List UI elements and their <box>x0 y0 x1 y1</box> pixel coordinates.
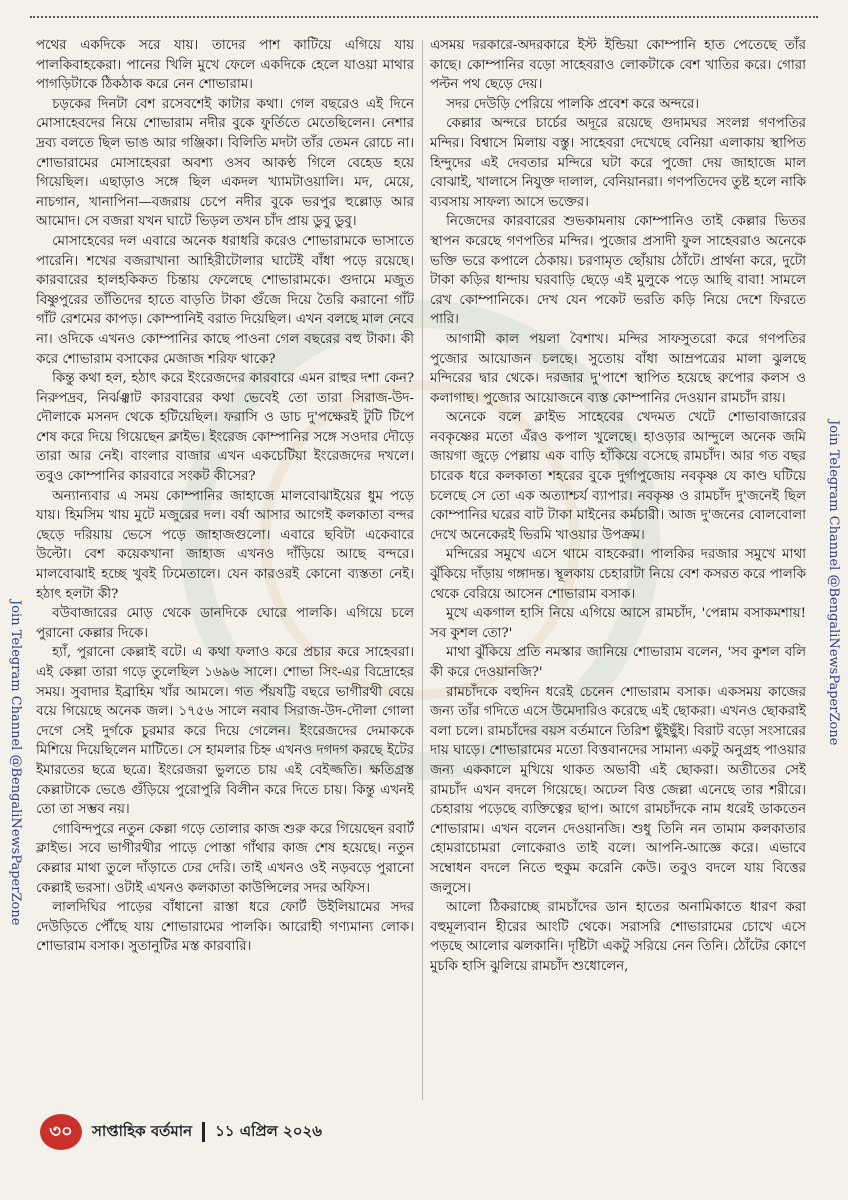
paragraph: লালদিঘির পাড়ের বাঁধানো রাস্তা ধরে ফোর্ট উইলিয়ামের সদর দেউড়িতে পৌঁছে যায় শোভারামের পালকি। আরোহী গণ্যমান্য লোক। শোভারাম বসাক। সুতানুটির মস্ত কারবারি। <box>36 900 414 955</box>
right-column <box>430 36 806 1116</box>
paragraph: মোসাহেবের দল এবারে অনেক ধরাধরি করেও শোভারামকে ভাসাতে পারেনি। শখের বজরাখানা আহিরীটোলার ঘাটেই বাঁধা পড়ে রয়েছে। কারবারের হালহকিকত চিন্তায় ফেলেছে শোভারামকে। গুদামে মজুত বিষ্ণুপুরের তাঁতিদের হাতে বাড়তি টাকা গুঁজে দিয়ে তৈরি করানো গাঁট গাঁট রেশমের কাপড়। কোম্পানিই বরাত দিয়েছিল। এখন বলছে মাল নেবে না। ওদিকে এখনও কোম্পানির কাছে পাওনা গেল বছরের বহু টাকা। কী করে শোভারাম বসাকের মেজাজ শরিফ থাকে? <box>36 233 414 367</box>
page-number-badge: ৩০ <box>40 1114 82 1150</box>
paragraph: আলো ঠিকরাচ্ছে রামচাঁদের ডান হাতের অনামিকাতে ধারণ করা বহুমূল্যবান হীরের আংটি থেকে। সরাসরি শোভারামের চোখে এসে পড়ছে আলোর ঝলকানি। দৃষ্টিটা একটু সরিয়ে নেন তিনি। ঠোঁটের কোণে মুচকি হাসি ঝুলিয়ে রামচাঁদ শুধোলেন, <box>430 900 806 974</box>
paragraph: গোবিন্দপুরে নতুন কেল্লা গড়ে তোলার কাজ শুরু করে গিয়েছেন রবার্ট ক্লাইভ। সবে ভাগীরথীর পাড়ে পোস্তা গাঁথার কাজ শেষ হয়েছে। নতুন কেল্লার মাথা তুলে দাঁড়াতে ঢের দেরি। তাই এখনও ওই নড়বড়ে পুরানো কেল্লাই ভরসা। ওটাই এখনও কলকাতা কাউন্সিলের সদর অফিস। <box>36 821 414 896</box>
paragraph: রামচাঁদকে বহুদিন ধরেই চেনেন শোভারাম বসাক। একসময় কাজের জন্য তাঁর গদিতে এসে উমেদারিও করেছে এই ছোকরা। এখনও ছোকরাই বলা চলে। রামচাঁদের বয়স বর্তমানে তিরিশ ছুঁইছুঁই। বিরাট বড়ো সংসারের দায় ঘাড়ে। শোভারামের মতো বিত্তবানদের সামান্য একটু অনুগ্রহ পাওয়ার জন্য এককালে মুখিয়ে থাকত অভাবী এই ছোকরা। অতীতের সেই রামচাঁদ এখন বদলে গিয়েছে। অঢেল বিত্ত জেল্লা এনেছে তার শরীরে। চেহারায় পড়েছে ব্যক্তিত্বের ছাপ। আগে রামচাঁদকে নাম ধরেই ডাকতেন শোভারাম। এখন বলেন দেওয়ানজি। শুধু তিনি নন তামাম কলকাতার হোমরাচোমরা লোকেরাও তাই বলে। আপনি-আজ্ঞে করে। এভাবে সম্বোধন বদলে নিতে হুকুম করেনি কেউ। তবুও বদলে যায় বিত্তের জলুসে। <box>430 684 806 896</box>
paragraph: এসময় দরকারে-অদরকারে ইস্ট ইন্ডিয়া কোম্পানি হাত পেতেছে তাঁর কাছে। কোম্পানির বড়ো সাহেবরাও লোকটাকে বেশ খাতির করে। গোরা পল্টন পথ ছেড়ে দেয়। <box>430 38 806 93</box>
footer-separator <box>202 1122 205 1142</box>
page-footer <box>40 1112 322 1152</box>
issue-date: ১১ এপ্রিল ২০২৬ <box>215 1121 323 1140</box>
column-divider <box>422 40 423 1100</box>
paragraph: মাথা ঝুঁকিয়ে প্রতি নমস্কার জানিয়ে শোভারাম বলেন, 'সব কুশল বলি কী করে দেওয়ানজি?' <box>430 645 806 680</box>
paragraph: কেল্লার অন্দরে চার্চের অদূরে রয়েছে গুদামঘর সংলগ্ন গণপতির মন্দির। বিশ্বাসে মিলায় বস্তু। সাহেবরা দেখেছে বেনিয়া এলাকায় স্থাপিত হিন্দুদের এই দেবতার মন্দিরে ঘটা করে পুজো দেয় জাহাজে মাল বোঝাই, খালাসে নিযুক্ত দালাল, বেনিয়ানরা। গণপতিদেব তুষ্ট হলে নাকি ব্যবসায় সাফল্য আসে ভক্তের। <box>430 116 806 210</box>
paragraph: কিন্তু কথা হল, হঠাৎ করে ইংরেজদের কারবারে এমন রাহুর দশা কেন? নিরুপদ্রব, নির্ঝঞ্ঝাট কারবারের কথা ভেবেই তো তারা সিরাজ-উদ-দৌলাকে মসনদ থেকে হটিয়েছিল। ফরাসি ও ডাচ দু'পক্ষেরই টুটি টিপে শেষ করে দিয়ে গিয়েছেন ক্লাইভ। ইংরেজ কোম্পানির সঙ্গে সওদার দৌড়ে তারা আর নেই। বাংলার বাজার এখন একচেটিয়া ইংরেজদের দখলে। তবুও কোম্পানির কারবারে সংকট কীসের? <box>36 371 414 485</box>
paragraph: বউবাজারের মোড় থেকে ডানদিকে ঘোরে পালকি। এগিয়ে চলে পুরানো কেল্লার দিকে। <box>36 606 414 641</box>
paragraph: নিজেদের কারবারের শুভকামনায় কোম্পানিও তাই কেল্লার ভিতর স্থাপন করেছে গণপতির মন্দির। পুজোর প্রসাদী ফুল সাহেবরাও অনেকে ভক্তি ভরে কপালে ঠেকায়। চরণামৃত ছোঁয়ায় ঠোঁটে। প্রার্থনা করে, দুটো টাকা কড়ির ধান্দায় ঘরবাড়ি ছেড়ে এই মুলুকে পড়ে আছি বাবা! সামলে রেখ কোম্পানিকে। দেখ যেন পকেট ভরতি কড়ি নিয়ে দেশে ফিরতে পারি। <box>430 214 806 328</box>
telegram-watermark-right: Join Telegram Channel @BengaliNewsPaperZone <box>826 420 841 746</box>
paragraph: সদর দেউড়ি পেরিয়ে পালকি প্রবেশ করে অন্দরে। <box>446 96 700 112</box>
paragraph: মন্দিরের সমুখে এসে থামে বাহকেরা। পালকির দরজার সমুখে মাথা ঝুঁকিয়ে দাঁড়ায় গঙ্গাদন্ত। স্থূলকায় চেহারাটা নিয়ে বেশ কসরত করে পালকি থেকে বেরিয়ে আসেন শোভারাম বসাক। <box>430 547 806 602</box>
paragraph: হ্যাঁ, পুরানো কেল্লাই বটে। এ কথা ফলাও করে প্রচার করে সাহেবরা। এই কেল্লা তারা গড়ে তুলেছিল ১৬৯৬ সালে। শোভা সিং-এর বিদ্রোহের সময়। সুবাদার ইব্রাহিম খাঁর আমলে। গত পঁয়ষট্টি বছরে ভাগীরথী বেয়ে বয়ে গিয়েছে অনেক জল। ১৭৫৬ সালে নবাব সিরাজ-উদ-দৌলা গোলা দেগে সেই দুর্গকে চুরমার করে দিয়ে গেলেন। ইংরেজদের দেমাককে মিশিয়ে দিয়েছিলেন মাটিতে। সে হামলার চিহ্ন এখনও দগদগ করছে ইটের ইমারতের ছত্রে ছত্রে। ইংরেজরা ভুলতে চায় এই বেইজ্জতি। ক্ষতিগ্রস্ত কেল্লাটাকে ভেঙে গুঁড়িয়ে পুরোপুরি বিলীন করে দিতে চায়। কিন্তু এখনই তো তা সম্ভব নয়। <box>36 645 414 818</box>
left-column <box>36 36 414 1116</box>
paragraph: চড়কের দিনটা বেশ রসেবশেই কাটার কথা। গেল বছরেও এই দিনে মোসাহেবদের নিয়ে শোভারাম নদীর বুকে ফুর্তিতে মেতেছিলেন। নেশার দ্রব্য বলতে ছিল ভাঙ আর গঞ্জিকা। বিলিতি মদটা তাঁর তেমন রোচে না। শোভারামের মোসাহেবরা অবশ্য ওসব আকণ্ঠ গিলে বেহেড হয়ে গিয়েছিল। এছাড়াও সঙ্গে ছিল একদল খ্যামটাওয়ালি। মদ, মেয়ে, নাচগান, খানাপিনা—বজরায় চেপে নদীর বুকে ভরপুর হুল্লোড় আর আমোদ। সে বজরা যখন ঘাটে ভিড়ল তখন চাঁদ প্রায় ডুবু ডুবু। <box>36 96 414 230</box>
top-dotted-rule <box>30 16 818 18</box>
paragraph: আগামী কাল পয়লা বৈশাখ। মন্দির সাফসুতরো করে গণপতির পুজোর আয়োজন চলছে। সুতোয় বাঁধা আম্রপত্রের মালা ঝুলছে মন্দিরের দ্বার থেকে। দরজার দু'পাশে স্থাপিত হয়েছে রুপোর কলস ও কলাগাছ। পুজোর আয়োজনে ব্যস্ত কোম্পানির দেওয়ান রামচাঁদ রায়। <box>430 331 806 406</box>
paragraph: পথের একদিকে সরে যায়। তাদের পাশ কাটিয়ে এগিয়ে যায় পালকিবাহকেরা। পানের খিলি মুখে ফেলে একদিকে হেলে যাওয়া মাথার পাগড়িটাকে ঠিকঠাক করে নেন শোভারাম। <box>36 38 414 93</box>
paragraph: অন্যান্যবার এ সময় কোম্পানির জাহাজে মালবোঝাইয়ের ধুম পড়ে যায়। হিমসিম খায় মুটে মজুরের দল। বর্ষা আসার আগেই কলকাতা বন্দর ছেড়ে দরিয়ায় ভেসে পড়ে জাহাজগুলো। এবারে ছবিটা একেবারে উল্টো। বেশ কয়েকখানা জাহাজ এখনও দাঁড়িয়ে আছে বন্দরে। মালবোঝাই হচ্ছে খুবই ঢিমেতালে। যেন কারওরই কোনো ব্যস্ততা নেই। হঠাৎ হলটা কী? <box>36 488 414 602</box>
paragraph: অনেকে বলে ক্লাইভ সাহেবের খেদমত খেটে শোভাবাজারের নবকৃষ্ণের মতো এঁরও কপাল খুলেছে। হাওড়ার আন্দুলে অনেক জমি জায়গা জুড়ে পেল্লায় এক বাড়ি হাঁকিয়ে বসেছে রামচাঁদ। আর গত বছর চারেক ধরে কলকাতা শহরের বুকে দুর্গাপুজোয় নবকৃষ্ণ যে কাণ্ড ঘটিয়ে চলেছে সে তো এক অত্যাশ্চর্য ব্যাপার। নবকৃষ্ণ ও রামচাঁদ দু'জনেই ছিল কোম্পানির ঘরের বাট টাকা মাইনের কর্মচারী। আজ দু'জনের বোলবোলা দেখে অনেকেরই ভিরমি খাওয়ার উপক্রম। <box>430 410 806 543</box>
paragraph: মুখে একগাল হাসি নিয়ে এগিয়ে আসে রামচাঁদ, 'পেন্নাম বসাকমশায়! সব কুশল তো?' <box>430 606 806 641</box>
telegram-watermark-left: Join Telegram Channel @BengaliNewsPaperZone <box>8 600 23 926</box>
magazine-name: সাপ্তাহিক বর্তমান <box>92 1121 193 1140</box>
